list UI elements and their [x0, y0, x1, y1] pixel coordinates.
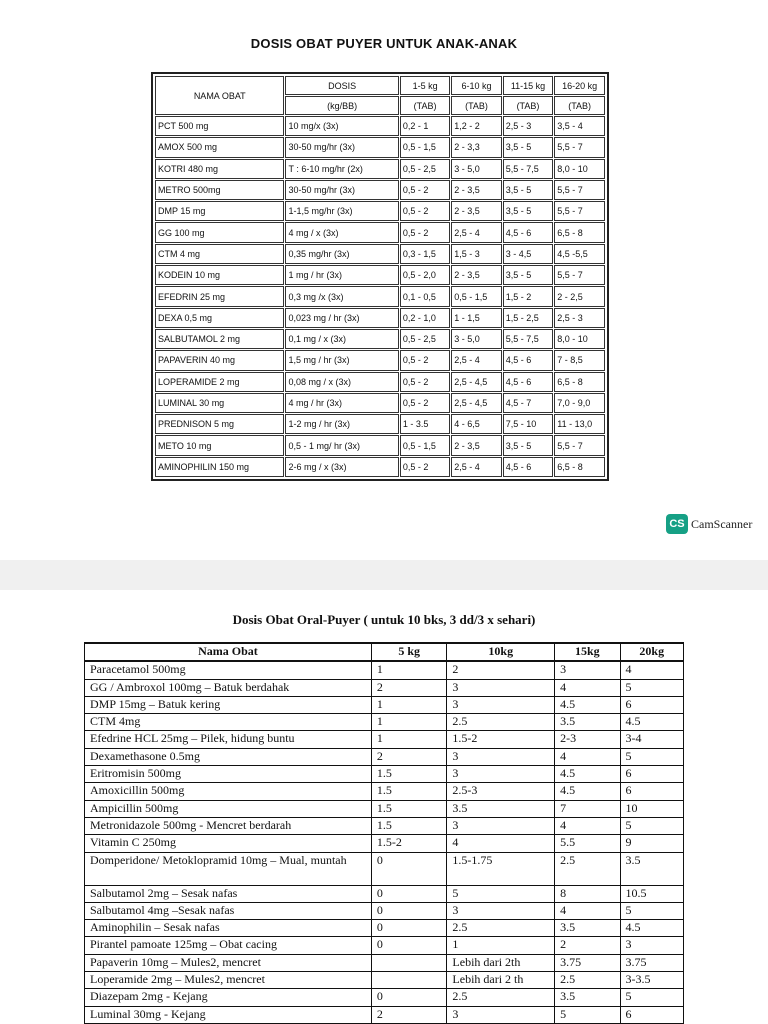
- header-tab: (TAB): [400, 96, 450, 115]
- table1-cell-r2: 2,5 - 4,5: [451, 372, 501, 392]
- table2-row: [85, 835, 684, 852]
- table1-cell-r3: 4,5 - 7: [503, 393, 554, 413]
- table1-cell-r2: 2 - 3,5: [451, 265, 501, 285]
- table2-cell-15kg: 3: [555, 661, 620, 679]
- table1-cell-r1: 0,2 - 1,0: [400, 308, 450, 328]
- table1-cell-dose: 0,35 mg/hr (3x): [285, 244, 398, 264]
- table2-cell-15kg: 3.5: [555, 714, 620, 731]
- table2-cell-nama-obat: Efedrine HCL 25mg – Pilek, hidung buntu: [85, 731, 372, 748]
- table1-row: [155, 435, 605, 455]
- table2-cell-10kg: 2: [447, 661, 555, 679]
- header-6-10kg: 6-10 kg: [451, 76, 501, 95]
- table2-cell-5kg: 0: [371, 885, 447, 902]
- table2-cell-nama-obat: Diazepam 2mg - Kejang: [85, 989, 372, 1006]
- table1-cell-dose: 1 mg / hr (3x): [285, 265, 398, 285]
- table1-cell-r3: 3,5 - 5: [503, 265, 554, 285]
- table2-cell-nama-obat: Ampicillin 500mg: [85, 800, 372, 817]
- table1-cell-name: SALBUTAMOL 2 mg: [155, 329, 284, 349]
- table2-cell-nama-obat: Metronidazole 500mg - Mencret berdarah: [85, 817, 372, 834]
- table1-cell-r4: 8,0 - 10: [554, 159, 605, 179]
- table1-cell-name: AMINOPHILIN 150 mg: [155, 457, 284, 477]
- table1-cell-r4: 2 - 2,5: [554, 286, 605, 306]
- table2-row: [85, 902, 684, 919]
- table2-cell-5kg: 2: [371, 1006, 447, 1023]
- table1-cell-dose: 4 mg / hr (3x): [285, 393, 398, 413]
- table2-row: [85, 852, 684, 885]
- table1-cell-r4: 5,5 - 7: [554, 137, 605, 157]
- table1-cell-r3: 3,5 - 5: [503, 435, 554, 455]
- table1-cell-r3: 2,5 - 3: [503, 116, 554, 136]
- table1-cell-r3: 3,5 - 5: [503, 180, 554, 200]
- table1-cell-r2: 2 - 3,5: [451, 201, 501, 221]
- table2-cell-20kg: 3-4: [620, 731, 683, 748]
- table1-cell-dose: 0,1 mg / x (3x): [285, 329, 398, 349]
- table2-cell-15kg: 5.5: [555, 835, 620, 852]
- table2-cell-nama-obat: CTM 4mg: [85, 714, 372, 731]
- table1-title: DOSIS OBAT PUYER UNTUK ANAK-ANAK: [250, 36, 518, 51]
- table1-cell-r1: 0,5 - 2: [400, 457, 450, 477]
- table1-cell-r4: 6,5 - 8: [554, 372, 605, 392]
- table1-cell-name: PAPAVERIN 40 mg: [155, 350, 284, 370]
- table2-cell-10kg: 4: [447, 835, 555, 852]
- table2-cell-nama-obat: Pirantel pamoate 125mg – Obat cacing: [85, 937, 372, 954]
- table2-row: [85, 714, 684, 731]
- table1-header-row-1: [155, 76, 605, 95]
- table2-row: [85, 972, 684, 989]
- table1-cell-name: KODEIN 10 mg: [155, 265, 284, 285]
- table2-cell-10kg: 3: [447, 748, 555, 765]
- table1-cell-dose: 0,5 - 1 mg/ hr (3x): [285, 435, 398, 455]
- table1-cell-r3: 4,5 - 6: [503, 372, 554, 392]
- camscanner-label: CamScanner: [691, 516, 753, 531]
- table1-cell-dose: 1-1,5 mg/hr (3x): [285, 201, 398, 221]
- header-nama-obat: Nama Obat: [85, 643, 372, 661]
- table1-cell-r3: 1,5 - 2: [503, 286, 554, 306]
- table1-cell-r4: 2,5 - 3: [554, 308, 605, 328]
- table1-row: [155, 201, 605, 221]
- table1-cell-r2: 2,5 - 4,5: [451, 393, 501, 413]
- table2-cell-nama-obat: Papaverin 10mg – Mules2, mencret: [85, 954, 372, 971]
- header-tab: (TAB): [503, 96, 554, 115]
- table2-cell-15kg: 4: [555, 748, 620, 765]
- table2-cell-10kg: 2.5: [447, 920, 555, 937]
- table1-row: [155, 137, 605, 157]
- table1-cell-r2: 2 - 3,5: [451, 435, 501, 455]
- table1-row: [155, 116, 605, 136]
- table1-row: [155, 180, 605, 200]
- table1-cell-name: DEXA 0,5 mg: [155, 308, 284, 328]
- table1-cell-r1: 0,5 - 2,5: [400, 329, 450, 349]
- table2-cell-20kg: 5: [620, 989, 683, 1006]
- table2-cell-20kg: 10.5: [620, 885, 683, 902]
- table2-cell-20kg: 6: [620, 1006, 683, 1023]
- table1-cell-r1: 0,5 - 2: [400, 393, 450, 413]
- table1-cell-r1: 1 - 3.5: [400, 414, 450, 434]
- table2-cell-15kg: 4.5: [555, 696, 620, 713]
- table1-row: [155, 286, 605, 306]
- table2-cell-10kg: 3: [447, 817, 555, 834]
- table1-cell-dose: 0,023 mg / hr (3x): [285, 308, 398, 328]
- table2-row: [85, 783, 684, 800]
- table1-cell-r3: 3 - 4,5: [503, 244, 554, 264]
- table2-cell-5kg: 1.5-2: [371, 835, 447, 852]
- table2-cell-nama-obat: DMP 15mg – Batuk kering: [85, 696, 372, 713]
- table2-cell-nama-obat: Salbutamol 2mg – Sesak nafas: [85, 885, 372, 902]
- table1-cell-r2: 1,2 - 2: [451, 116, 501, 136]
- table2-cell-20kg: 9: [620, 835, 683, 852]
- table2-cell-15kg: 3.75: [555, 954, 620, 971]
- table2-cell-15kg: 4: [555, 817, 620, 834]
- dosage-table-2: [84, 642, 684, 1024]
- table1-cell-r3: 1,5 - 2,5: [503, 308, 554, 328]
- table2-row: [85, 954, 684, 971]
- table1-cell-r1: 0,5 - 2,5: [400, 159, 450, 179]
- table1-cell-r4: 4,5 -5,5: [554, 244, 605, 264]
- table2-cell-20kg: 4.5: [620, 920, 683, 937]
- table2-row: [85, 731, 684, 748]
- table1-cell-r4: 7 - 8,5: [554, 350, 605, 370]
- table1-cell-r3: 5,5 - 7,5: [503, 159, 554, 179]
- table1-cell-r2: 2,5 - 4: [451, 457, 501, 477]
- table2-row: [85, 920, 684, 937]
- table2-cell-15kg: 4.5: [555, 766, 620, 783]
- table1-cell-r1: 0,5 - 2: [400, 350, 450, 370]
- table1-cell-name: KOTRI 480 mg: [155, 159, 284, 179]
- table2-row: [85, 748, 684, 765]
- table2-cell-5kg: 0: [371, 902, 447, 919]
- table2-cell-15kg: 3.5: [555, 989, 620, 1006]
- scanned-page-2: [0, 590, 768, 1024]
- table1-cell-r2: 2,5 - 4: [451, 222, 501, 242]
- table2-cell-10kg: 2.5: [447, 714, 555, 731]
- table2-cell-nama-obat: GG / Ambroxol 100mg – Batuk berdahak: [85, 679, 372, 696]
- table1-row: [155, 393, 605, 413]
- table1-cell-r2: 2,5 - 4: [451, 350, 501, 370]
- page-gap: [0, 560, 768, 590]
- table2-cell-nama-obat: Eritromisin 500mg: [85, 766, 372, 783]
- table1-cell-r3: 5,5 - 7,5: [503, 329, 554, 349]
- table2-cell-nama-obat: Dexamethasone 0.5mg: [85, 748, 372, 765]
- table1-cell-r4: 5,5 - 7: [554, 180, 605, 200]
- table1-cell-name: METRO 500mg: [155, 180, 284, 200]
- dosage-table-1: [154, 75, 606, 478]
- table1-cell-r1: 0,5 - 2: [400, 372, 450, 392]
- table1-cell-r1: 0,5 - 2: [400, 201, 450, 221]
- table2-cell-10kg: 2.5: [447, 989, 555, 1006]
- table1-cell-r1: 0,5 - 2,0: [400, 265, 450, 285]
- table1-cell-r4: 6,5 - 8: [554, 457, 605, 477]
- table2-cell-5kg: 0: [371, 920, 447, 937]
- table1-cell-r4: 11 - 13,0: [554, 414, 605, 434]
- table1-cell-name: AMOX 500 mg: [155, 137, 284, 157]
- table2-cell-10kg: 5: [447, 885, 555, 902]
- table2-cell-5kg: 0: [371, 937, 447, 954]
- table1-cell-dose: T : 6-10 mg/hr (2x): [285, 159, 398, 179]
- camscanner-watermark: [666, 514, 752, 534]
- table1-cell-dose: 4 mg / x (3x): [285, 222, 398, 242]
- table1-cell-r3: 4,5 - 6: [503, 222, 554, 242]
- table1-cell-name: METO 10 mg: [155, 435, 284, 455]
- table1-cell-name: EFEDRIN 25 mg: [155, 286, 284, 306]
- table1-cell-dose: 0,3 mg /x (3x): [285, 286, 398, 306]
- header-16-20kg: 16-20 kg: [554, 76, 605, 95]
- table1-cell-r1: 0,5 - 1,5: [400, 435, 450, 455]
- table1-row: [155, 222, 605, 242]
- table1-cell-r1: 0,2 - 1: [400, 116, 450, 136]
- table2-cell-20kg: 6: [620, 766, 683, 783]
- table2-cell-15kg: 2.5: [555, 852, 620, 885]
- table1-cell-r4: 7,0 - 9,0: [554, 393, 605, 413]
- table1-cell-name: LUMINAL 30 mg: [155, 393, 284, 413]
- table2-cell-nama-obat: Luminal 30mg - Kejang: [85, 1006, 372, 1023]
- table2-cell-10kg: 1.5-1.75: [447, 852, 555, 885]
- table2-cell-20kg: 5: [620, 817, 683, 834]
- table2-cell-5kg: 1: [371, 731, 447, 748]
- table1-cell-r3: 4,5 - 6: [503, 350, 554, 370]
- header-5kg: 5 kg: [371, 643, 447, 661]
- table2-cell-5kg: [371, 954, 447, 971]
- table2-cell-10kg: 3: [447, 696, 555, 713]
- header-dosis: DOSIS: [285, 76, 398, 95]
- table1-cell-r3: 3,5 - 5: [503, 137, 554, 157]
- table1-cell-dose: 1-2 mg / hr (3x): [285, 414, 398, 434]
- table1-cell-name: PREDNISON 5 mg: [155, 414, 284, 434]
- header-tab: (TAB): [451, 96, 501, 115]
- table2-cell-nama-obat: Salbutamol 4mg –Sesak nafas: [85, 902, 372, 919]
- table2-cell-5kg: 2: [371, 748, 447, 765]
- table2-cell-nama-obat: Amoxicillin 500mg: [85, 783, 372, 800]
- table1-cell-r2: 2 - 3,3: [451, 137, 501, 157]
- table2-cell-5kg: [371, 972, 447, 989]
- table1-row: [155, 372, 605, 392]
- table1-cell-r1: 0,5 - 2: [400, 222, 450, 242]
- header-dose-unit: (kg/BB): [285, 96, 398, 115]
- table1-cell-dose: 30-50 mg/hr (3x): [285, 180, 398, 200]
- header-20kg: 20kg: [620, 643, 683, 661]
- table2-row: [85, 937, 684, 954]
- table2-row: [85, 989, 684, 1006]
- table1-cell-r3: 3,5 - 5: [503, 201, 554, 221]
- table1-cell-r4: 5,5 - 7: [554, 435, 605, 455]
- table2-cell-nama-obat: Vitamin C 250mg: [85, 835, 372, 852]
- table2-cell-15kg: 4: [555, 902, 620, 919]
- table2-cell-20kg: 6: [620, 696, 683, 713]
- table2-cell-10kg: 3: [447, 679, 555, 696]
- table2-cell-10kg: 3: [447, 1006, 555, 1023]
- table1-cell-dose: 1,5 mg / hr (3x): [285, 350, 398, 370]
- table2-cell-15kg: 3.5: [555, 920, 620, 937]
- table2-cell-10kg: 2.5-3: [447, 783, 555, 800]
- table1-cell-name: PCT 500 mg: [155, 116, 284, 136]
- table1-cell-r4: 8,0 - 10: [554, 329, 605, 349]
- table1-row: [155, 159, 605, 179]
- table2-cell-20kg: 4.5: [620, 714, 683, 731]
- table2-cell-5kg: 1.5: [371, 783, 447, 800]
- table2-row: [85, 1006, 684, 1023]
- table2-cell-5kg: 2: [371, 679, 447, 696]
- table2-cell-20kg: 3-3.5: [620, 972, 683, 989]
- table2-row: [85, 696, 684, 713]
- table1-cell-r4: 3,5 - 4: [554, 116, 605, 136]
- table2-cell-5kg: 1: [371, 696, 447, 713]
- table1-cell-r4: 5,5 - 7: [554, 265, 605, 285]
- header-11-15kg: 11-15 kg: [503, 76, 554, 95]
- table2-row: [85, 679, 684, 696]
- table2-cell-nama-obat: Loperamide 2mg – Mules2, mencret: [85, 972, 372, 989]
- table1-cell-name: DMP 15 mg: [155, 201, 284, 221]
- table2-row: [85, 661, 684, 679]
- table1-cell-r2: 3 - 5,0: [451, 159, 501, 179]
- table1-row: [155, 350, 605, 370]
- table1-cell-r2: 1,5 - 3: [451, 244, 501, 264]
- table2-cell-20kg: 5: [620, 902, 683, 919]
- table1-cell-r2: 3 - 5,0: [451, 329, 501, 349]
- header-1-5kg: 1-5 kg: [400, 76, 450, 95]
- table1-row: [155, 308, 605, 328]
- table1-cell-r4: 6,5 - 8: [554, 222, 605, 242]
- table2-cell-5kg: 1: [371, 661, 447, 679]
- table1-cell-r2: 2 - 3,5: [451, 180, 501, 200]
- table2-cell-5kg: 0: [371, 852, 447, 885]
- header-nama-obat: NAMA OBAT: [155, 76, 284, 115]
- table2-cell-5kg: 1: [371, 714, 447, 731]
- table2-row: [85, 885, 684, 902]
- table2-cell-10kg: Lebih dari 2th: [447, 954, 555, 971]
- table2-cell-20kg: 5: [620, 679, 683, 696]
- table2-cell-10kg: Lebih dari 2 th: [447, 972, 555, 989]
- table2-cell-nama-obat: Paracetamol 500mg: [85, 661, 372, 679]
- table2-cell-15kg: 4: [555, 679, 620, 696]
- table2-cell-10kg: 3: [447, 902, 555, 919]
- table1-cell-r3: 7,5 - 10: [503, 414, 554, 434]
- table1-row: [155, 414, 605, 434]
- table1-cell-r1: 0,5 - 1,5: [400, 137, 450, 157]
- table2-cell-nama-obat: Aminophilin – Sesak nafas: [85, 920, 372, 937]
- table2-cell-15kg: 7: [555, 800, 620, 817]
- table1-cell-dose: 2-6 mg / x (3x): [285, 457, 398, 477]
- table2-cell-10kg: 3: [447, 766, 555, 783]
- table1-cell-r2: 4 - 6,5: [451, 414, 501, 434]
- table1-cell-r1: 0,3 - 1,5: [400, 244, 450, 264]
- table2-title: Dosis Obat Oral-Puyer ( untuk 10 bks, 3 dd/3 x sehari): [232, 612, 536, 627]
- table1-cell-r2: 0,5 - 1,5: [451, 286, 501, 306]
- table1-cell-name: GG 100 mg: [155, 222, 284, 242]
- table2-row: [85, 800, 684, 817]
- table2-cell-20kg: 3.5: [620, 852, 683, 885]
- table1-cell-r1: 0,1 - 0,5: [400, 286, 450, 306]
- table2-cell-15kg: 5: [555, 1006, 620, 1023]
- table2-cell-10kg: 1: [447, 937, 555, 954]
- table1-cell-name: CTM 4 mg: [155, 244, 284, 264]
- table2-cell-20kg: 4: [620, 661, 683, 679]
- table1-cell-r3: 4,5 - 6: [503, 457, 554, 477]
- header-15kg: 15kg: [555, 643, 620, 661]
- table1-cell-r4: 5,5 - 7: [554, 201, 605, 221]
- header-10kg: 10kg: [447, 643, 555, 661]
- table2-cell-20kg: 3: [620, 937, 683, 954]
- table2-cell-20kg: 5: [620, 748, 683, 765]
- table2-cell-nama-obat: Domperidone/ Metoklopramid 10mg – Mual, muntah: [85, 852, 372, 885]
- table2-cell-15kg: 2-3: [555, 731, 620, 748]
- table2-cell-15kg: 4.5: [555, 783, 620, 800]
- table2-cell-10kg: 3.5: [447, 800, 555, 817]
- table1-cell-dose: 10 mg/x (3x): [285, 116, 398, 136]
- table2-cell-20kg: 6: [620, 783, 683, 800]
- table1-row: [155, 244, 605, 264]
- table1-cell-dose: 0,08 mg / x (3x): [285, 372, 398, 392]
- table2-cell-20kg: 10: [620, 800, 683, 817]
- table2-header-row: [85, 643, 684, 661]
- table1-row: [155, 265, 605, 285]
- table2-cell-10kg: 1.5-2: [447, 731, 555, 748]
- table2-cell-5kg: 0: [371, 989, 447, 1006]
- table1-frame: [151, 72, 609, 481]
- table1-cell-name: LOPERAMIDE 2 mg: [155, 372, 284, 392]
- table1-cell-r1: 0,5 - 2: [400, 180, 450, 200]
- header-tab: (TAB): [554, 96, 605, 115]
- table2-row: [85, 817, 684, 834]
- table2-cell-15kg: 8: [555, 885, 620, 902]
- table2-cell-5kg: 1.5: [371, 817, 447, 834]
- table2-cell-5kg: 1.5: [371, 800, 447, 817]
- table2-cell-15kg: 2: [555, 937, 620, 954]
- table1-row: [155, 329, 605, 349]
- table2-cell-15kg: 2.5: [555, 972, 620, 989]
- table2-cell-5kg: 1.5: [371, 766, 447, 783]
- table2-cell-20kg: 3.75: [620, 954, 683, 971]
- camscanner-logo-icon: CS: [666, 514, 688, 534]
- table1-row: [155, 457, 605, 477]
- table2-row: [85, 766, 684, 783]
- table1-cell-r2: 1 - 1,5: [451, 308, 501, 328]
- table1-cell-dose: 30-50 mg/hr (3x): [285, 137, 398, 157]
